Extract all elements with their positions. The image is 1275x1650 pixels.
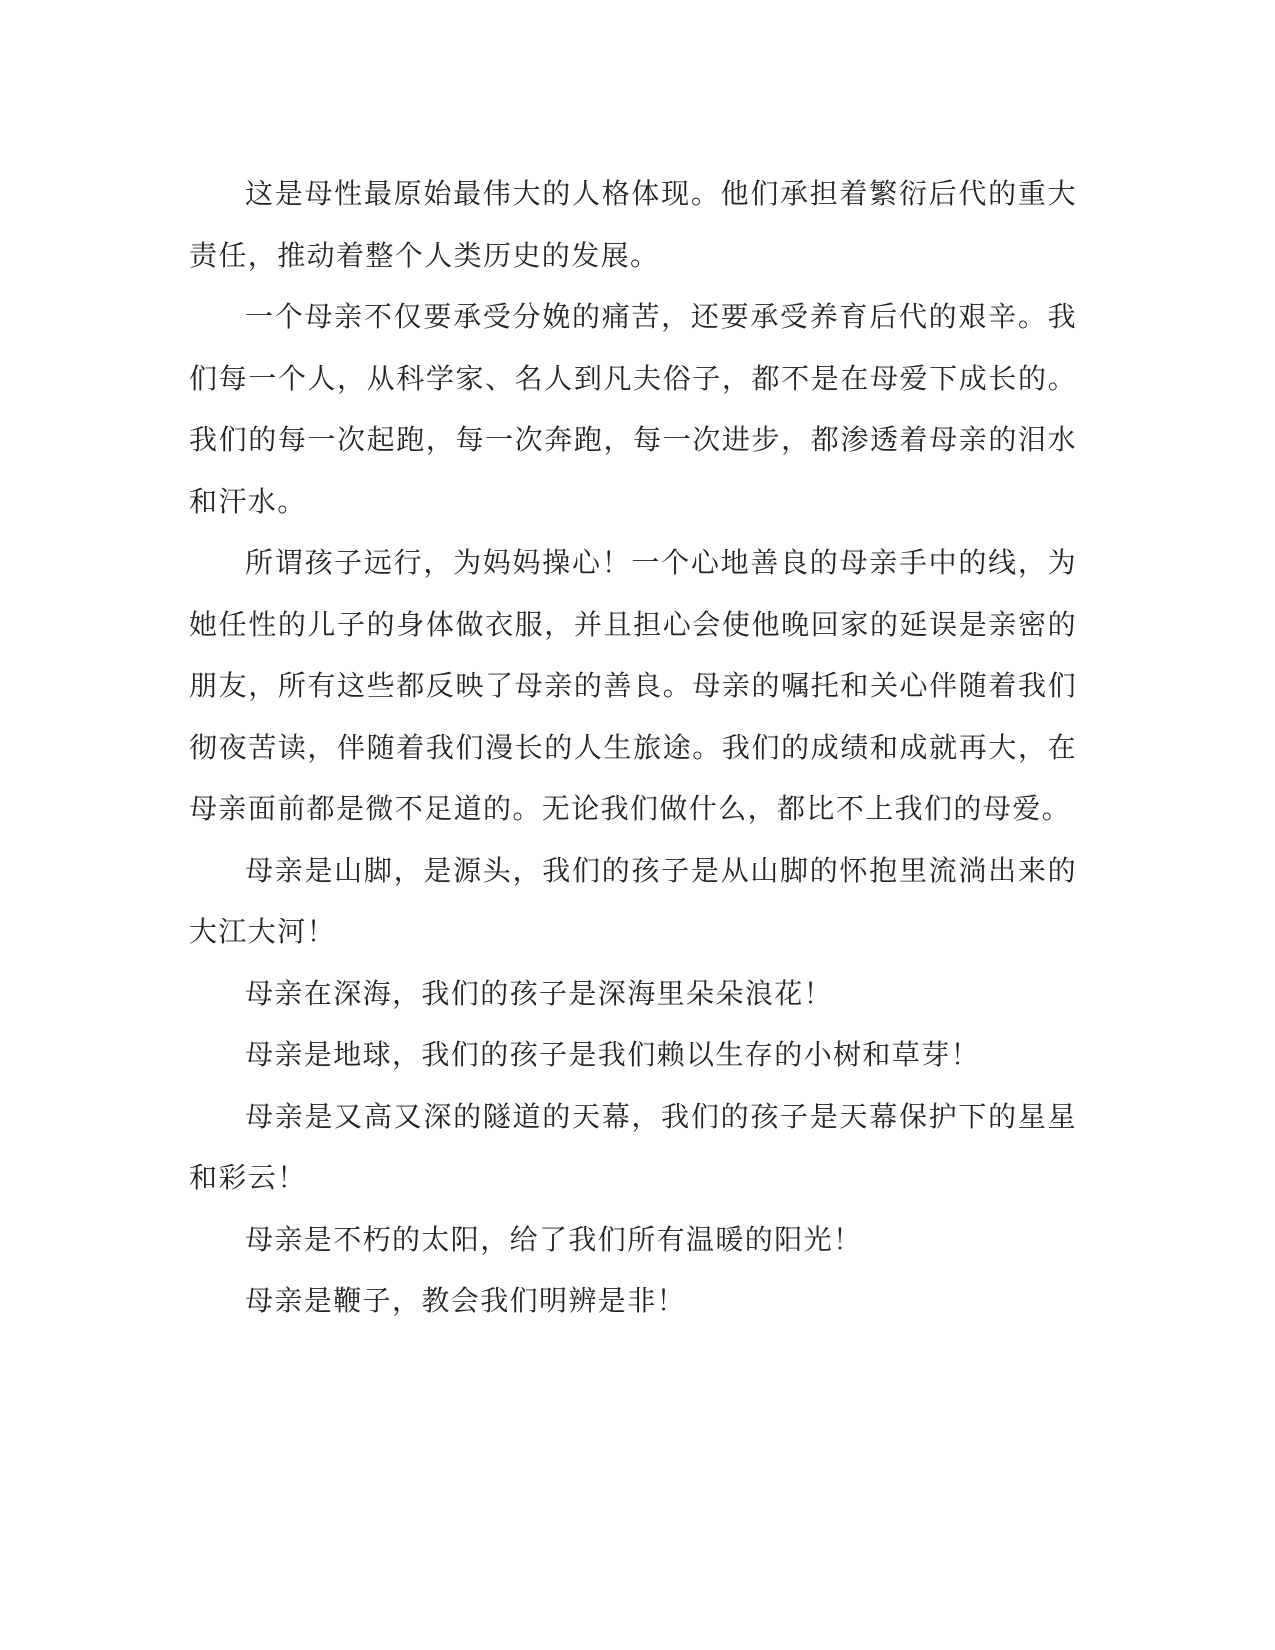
paragraph: 母亲是地球，我们的孩子是我们赖以生存的小树和草芽！ — [245, 1038, 981, 1071]
paragraph: 母亲在深海，我们的孩子是深海里朵朵浪花！ — [245, 976, 834, 1010]
paragraph: 母亲是又高又深的隧道的天幕，我们的孩子是天幕保护下的星星和彩云！ — [189, 1099, 1077, 1194]
paragraph: 母亲是山脚，是源头，我们的孩子是从山脚的怀抱里流淌出来的大江大河！ — [189, 853, 1077, 948]
paragraph: 母亲是鞭子，教会我们明辨是非！ — [245, 1284, 687, 1317]
paragraph: 一个母亲不仅要承受分娩的痛苦，还要承受养育后代的艰辛。我们每一个人，从科学家、名人到凡夫俗子，都不是在母爱下成长的。我们的每一次起跑，每一次奔跑，每一次进步，都渗透着母亲的泪水和汗水。 — [189, 300, 1077, 518]
paragraph: 所谓孩子远行，为妈妈操心！一个心地善良的母亲手中的线，为她任性的儿子的身体做衣服，并且担心会使他晚回家的延误是亲密的朋友，所有这些都反映了母亲的善良。母亲的嘱托和关心伴随着我们彻夜苦读，伴随着我们漫长的人生旅途。我们的成绩和成就再大，在母亲面前都是微不足道的。无论我们做什么，都比不上我们的母爱。 — [189, 546, 1077, 825]
paragraph: 母亲是不朽的太阳，给了我们所有温暖的阳光！ — [245, 1222, 863, 1256]
document-body — [189, 163, 1077, 1332]
paragraph: 这是母性最原始最伟大的人格体现。他们承担着繁衍后代的重大责任，推动着整个人类历史的发展。 — [189, 177, 1077, 272]
